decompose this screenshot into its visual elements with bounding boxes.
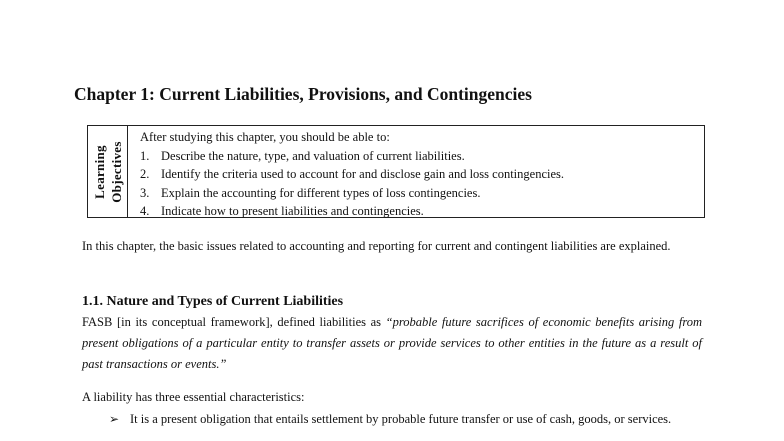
objective-text: Indicate how to present liabilities and contingencies. [161, 204, 424, 218]
list-item [109, 409, 699, 429]
objective-number: 3. [140, 185, 150, 200]
objective-number: 1. [140, 148, 150, 163]
chapter-title: Chapter 1: Current Liabilities, Provisions, and Contingencies [74, 84, 532, 104]
side-label-line1: Learning [91, 144, 107, 199]
objectives-content [140, 128, 698, 221]
learning-objectives-label [88, 126, 128, 217]
objective-item [140, 184, 698, 203]
learning-objectives-box [87, 125, 705, 218]
definition-lead: FASB [in its conceptual framework], defined liabilities as [82, 315, 386, 329]
objective-text: Describe the nature, type, and valuation of current liabilities. [161, 148, 465, 163]
objectives-intro: After studying this chapter, you should be able to: [140, 130, 390, 144]
objective-item [140, 147, 698, 166]
intro-paragraph: In this chapter, the basic issues related to accounting and reporting for current and contingent liabilities are explained. [82, 239, 671, 253]
characteristics-intro: A liability has three essential characteristics: [82, 390, 305, 404]
section-heading: 1.1. Nature and Types of Current Liabilities [82, 294, 344, 309]
liability-definition [82, 312, 702, 375]
objective-item [140, 202, 698, 221]
objective-item [140, 165, 698, 184]
objective-text: Explain the accounting for different types of loss contingencies. [161, 185, 481, 200]
objective-number: 2. [140, 167, 150, 181]
definition-quote: “probable future sacrifices of economic benefits arising from present obligations of a particular entity to transfer assets or provide services to other entities in the future as a result of past transactions or events.” [82, 315, 702, 371]
arrow-bullet-icon: ➢ [109, 412, 120, 426]
bullet-text: It is a present obligation that entails settlement by probable future transfer or use of cash, goods, or services. [130, 412, 672, 426]
objective-text: Identify the criteria used to account for and disclose gain and loss contingencies. [161, 167, 564, 181]
objective-number: 4. [140, 204, 150, 218]
side-label-line2: Objectives [108, 140, 124, 203]
